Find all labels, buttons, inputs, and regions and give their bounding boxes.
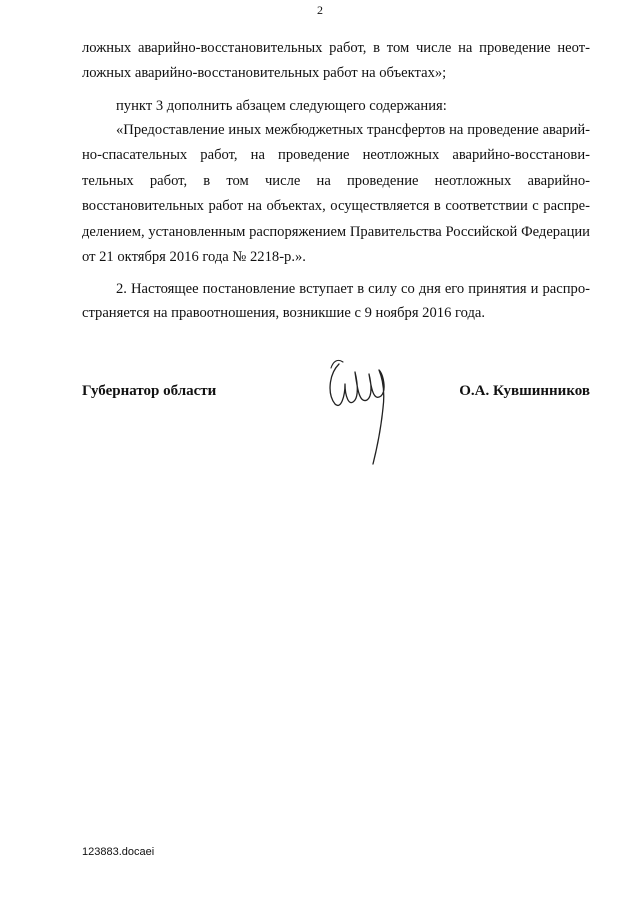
body-line: «Предоставление иных межбюджетных трансфертов на проведение аварий-: [116, 122, 590, 138]
signatory-name: О.А. Кувшинников: [459, 383, 590, 399]
handwritten-signature: [325, 352, 405, 467]
body-line: делением, установленным распоряжением Правительства Российской Федерации: [82, 224, 590, 240]
body-line: восстановительных работ на объектах, осуществляется в соответствии с распре-: [82, 198, 590, 214]
body-line: пункт 3 дополнить абзацем следующего содержания:: [116, 98, 447, 114]
body-line: от 21 октября 2016 года № 2218-р.».: [82, 249, 306, 265]
body-line: но-спасательных работ, на проведение неотложных аварийно-восстанови-: [82, 147, 590, 163]
body-line: ложных аварийно-восстановительных работ, в том числе на проведение неот-: [82, 40, 590, 56]
document-code: 123883.docaei: [82, 846, 155, 858]
page-number: 2: [317, 3, 323, 17]
body-line: страняется на правоотношения, возникшие с 9 ноября 2016 года.: [82, 305, 486, 321]
body-line: ложных аварийно-восстановительных работ на объектах»;: [82, 65, 447, 81]
body-line: 2. Настоящее постановление вступает в силу со дня его принятия и распро-: [116, 281, 590, 297]
body-line: тельных работ, в том числе на проведение неотложных аварийно-: [82, 173, 590, 189]
signatory-title: Губернатор области: [82, 383, 217, 399]
